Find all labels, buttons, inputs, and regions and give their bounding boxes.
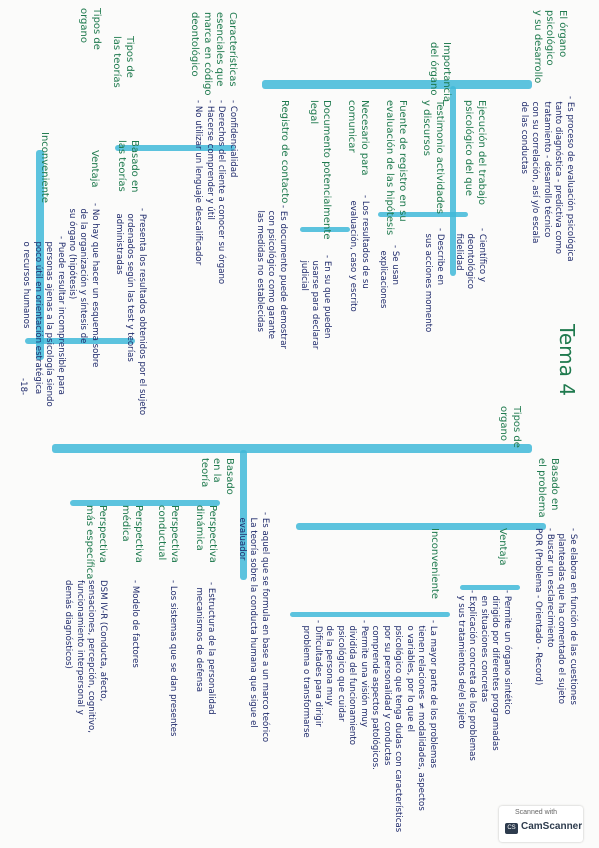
ventaja-label-bottom: Ventaja <box>497 528 508 566</box>
importance-body-4: - Los resultados de su evaluación, caso y escrito <box>348 195 370 312</box>
watermark-line1: Scanned with <box>515 809 558 816</box>
bracket-problema <box>296 523 546 530</box>
perspective-head-1: Perspectiva dinámica <box>194 505 218 563</box>
basado-teorias-body: - Presenta los resultados obtenidos por el sujeto ordenados según las test y teorías administradas <box>114 208 147 416</box>
importance-head-1: Ejecución del trabajo psicológico del que <box>463 100 487 205</box>
ventaja-body-bottom: - Permite un órgano sintético dirigido por diferentes programadas en situaciones concretas - Explicación concreta de los problemas y sus tratamientos de/el sujeto <box>456 590 512 761</box>
perspective-body-4: DSM IV-R (Conducta, afecto, sensaciones, percepción, cognitivo, funcionamiento interpersonal y demás diagnósticos) <box>63 580 108 733</box>
types-title-bottom: Tipos de organo <box>498 406 522 448</box>
top-title: El órgano psicológico y su desarrollo <box>532 10 568 84</box>
importance-head-4: Necesario para comunicar <box>346 100 370 176</box>
top-intro: - Es proceso de evaluación psicológica tanto diagnóstica - predictiva como tratamiento - desarrollo técnico con su correlación, así y/o escala de las conductas <box>519 96 575 262</box>
perspective-head-4: Perspectiva más específica <box>84 505 108 580</box>
basado-teoria-title: Basado en la teoría <box>199 458 235 495</box>
ventaja-label-top: Ventaja <box>89 150 100 188</box>
bracket-bottom-main <box>52 444 532 453</box>
basado-problema-body: - Se elabora en función de las cuestiones planteadas que ha comentado el sujeto - Buscar un esclarecimiento POR (Problema - Orientado - Record) <box>533 528 578 705</box>
inconveniente-body-bottom: - La mayor parte de los problemas tienen relaciones ≠ modalidades, aspectos o variables, por lo que el psicológico que tenga dudas con características por su personalidad y conductas comprende aspectos patológicos. - Permite una visión muy dividida del funcionamiento psicológico que cuidar de la persona muy - Dificultades para dirigir problema o transformarse <box>301 620 438 833</box>
watermark-line2: CamScanner <box>521 821 583 832</box>
importance-head-2: Testimonio actividades y discursos <box>421 100 445 214</box>
bracket-inconv <box>290 612 450 617</box>
tema-title: Tema 4 <box>555 324 579 396</box>
inconveniente-label-bottom: Inconveniente <box>429 528 440 599</box>
page-number: -18- <box>18 378 28 396</box>
perspective-body-2: - Los sistemas que se dan presentes <box>168 580 178 737</box>
importance-title: Importancia del órgano <box>428 42 452 103</box>
importance-body-3: - Se usan explicaciones <box>378 245 400 309</box>
camscanner-watermark <box>499 806 583 842</box>
ventaja-body-top: - No hay que hacer un esquema sobre de la organización y síntesis de su órgano (hipótesis) <box>67 203 100 368</box>
importance-head-6: Registro de contacto <box>279 100 290 204</box>
perspective-head-3: Perspectiva médica <box>120 505 144 563</box>
characteristics-items: - Confidencialidad - Derechos del cliente a conocer su órgano - Hacerse comprender y útil - No utilizar un lenguaje descalificador <box>193 100 238 285</box>
importance-body-2: - Describe en sus acciones momento <box>423 228 445 333</box>
characteristics-title: Características esenciales que marca en código deontológico <box>189 12 238 96</box>
camscanner-logo-icon: CS <box>505 823 518 834</box>
bracket-top-main <box>262 80 532 89</box>
importance-body-5: - En su que pueden usarse para declarar judicial <box>299 255 332 350</box>
perspective-body-3: - Modelo de factores <box>130 580 140 668</box>
perspective-head-2: Perspectiva conductual <box>156 505 180 563</box>
importance-head-5: Documento potencialmente legal <box>308 100 332 240</box>
types-theory-title: Tipos de las teorías <box>111 36 135 88</box>
importance-head-3: Fuente de registro en su evaluación de las hipótesis <box>384 100 408 236</box>
importance-body-1: - Científico y deontológico fidelidad <box>454 228 487 290</box>
inconveniente-label-top: Inconveniente <box>39 132 50 203</box>
perspective-body-1: - Estructura de la personalidad mecanismos de defensa <box>194 582 216 715</box>
types-title-top: Tipos de organo <box>78 8 102 50</box>
basado-teoria-body: - Es aquel que se formula en base a un marco teórico La teoría sobre la conducta humana que sigue el evaluador <box>237 512 270 743</box>
inconveniente-body-top: - Puede resultar incomprensible para personas ajenas a la psicología siendo poco útil en orientación estratégica o recursos humanos <box>21 236 66 407</box>
importance-body-6: - Es documento puede demostrar con psicológico como garante las medidas no establecidas <box>255 205 288 350</box>
basado-problema-title: Basado en el problema <box>536 458 560 518</box>
basado-teorias-label: Basado en las teorías <box>116 140 140 193</box>
